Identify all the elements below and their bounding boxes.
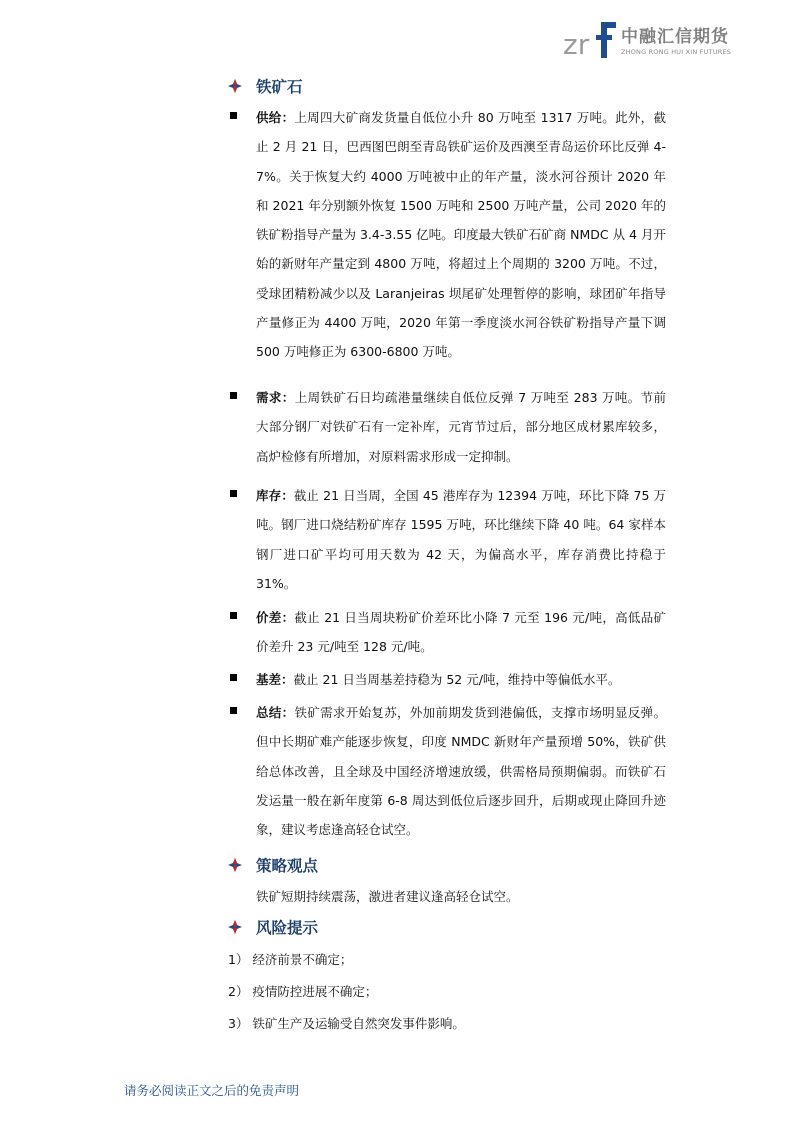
company-name-cn: 中融汇信期货 bbox=[621, 27, 729, 47]
diamond-bullet-icon bbox=[228, 79, 242, 93]
square-bullet-icon bbox=[230, 112, 237, 119]
square-bullet-icon bbox=[230, 392, 237, 399]
risk-item: 3） 铁矿生产及运输受自然突发事件影响。 bbox=[228, 1016, 465, 1031]
item-text: 总结：铁矿需求开始复苏，外加前期发货到港偏低，支撑市场明显反弹。但中长期矿难产能逐步恢复，印度 NMDC 新财年产量预增 50%，铁矿供给总体改善，且全球及中国经济增速放缓，供需格局预期偏弱。而铁矿石发运量一般在新年度第 6-8 周达到低位后逐步回升，后期或现止降回升迹象，建议考虑逢高轻仓试空。 bbox=[256, 705, 666, 838]
svg-text:zr: zr bbox=[563, 28, 590, 60]
strategy-text: 铁矿短期持续震荡，激进者建议逢高轻仓试空。 bbox=[256, 889, 519, 904]
diamond-bullet-icon bbox=[228, 858, 242, 872]
zrf-logo-icon bbox=[563, 18, 618, 60]
item-text: 供给：上周四大矿商发货量自低位小升 80 万吨至 1317 万吨。此外，截止 2 月 21 日，巴西图巴朗至青岛铁矿运价及西澳至青岛运价环比反弹 4-7%。关于恢复大约 4000 万吨被中止的年产量，淡水河谷预计 2020 年和 2021 年分别额外恢复 1500 万吨和 2500 万吨产量，公司 2020 年的铁矿粉指导产量为 3.4-3.55 亿吨。印度最大铁矿石矿商 NMDC 从 4 月开始的新财年产量定到 4800 万吨，将超过上个周期的 3200 万吨。不过，受球团精粉减少以及 Laranjeiras 坝尾矿处理暂停的影响，球团矿年指导产量修正为 4400 万吨，2020 年第一季度淡水河谷铁矿粉指导产量下调 500 万吨修正为 6300-6800 万吨。 bbox=[256, 110, 667, 360]
square-bullet-icon bbox=[230, 612, 237, 619]
square-bullet-icon bbox=[230, 707, 237, 714]
section-title: 风险提示 bbox=[256, 919, 319, 937]
company-logo bbox=[563, 18, 753, 66]
section-title: 策略观点 bbox=[256, 857, 319, 875]
footer-disclaimer: 请务必阅读正文之后的免责声明 bbox=[124, 1083, 300, 1098]
square-bullet-icon bbox=[230, 490, 237, 497]
risk-item: 1） 经济前景不确定； bbox=[228, 952, 353, 967]
section-title: 铁矿石 bbox=[256, 78, 303, 96]
item-text: 需求：上周铁矿石日均疏港量继续自低位反弹 7 万吨至 283 万吨。节前大部分钢厂对铁矿石有一定补库，元宵节过后，部分地区成材累库较多，高炉检修有所增加，对原料需求形成一定抑制。 bbox=[256, 390, 666, 464]
diamond-bullet-icon bbox=[228, 920, 242, 934]
risk-item: 2） 疫情防控进展不确定； bbox=[228, 984, 378, 999]
company-name-en: ZHONG RONG HUI XIN FUTURES bbox=[621, 48, 732, 56]
item-text: 价差：截止 21 日当周块粉矿价差环比小降 7 元至 196 元/吨，高低品矿价差升 23 元/吨至 128 元/吨。 bbox=[256, 610, 666, 655]
item-text: 库存：截止 21 日当周，全国 45 港库存为 12394 万吨，环比下降 75 万吨。钢厂进口烧结粉矿库存 1595 万吨，环比继续下降 40 吨。64 家样本钢厂进口矿平均可用天数为 42 天，为偏高水平，库存消费比持稳于 31%。 bbox=[256, 488, 666, 591]
square-bullet-icon bbox=[230, 674, 237, 681]
item-text: 基差：截止 21 日当周基差持稳为 52 元/吨，维持中等偏低水平。 bbox=[256, 672, 621, 687]
